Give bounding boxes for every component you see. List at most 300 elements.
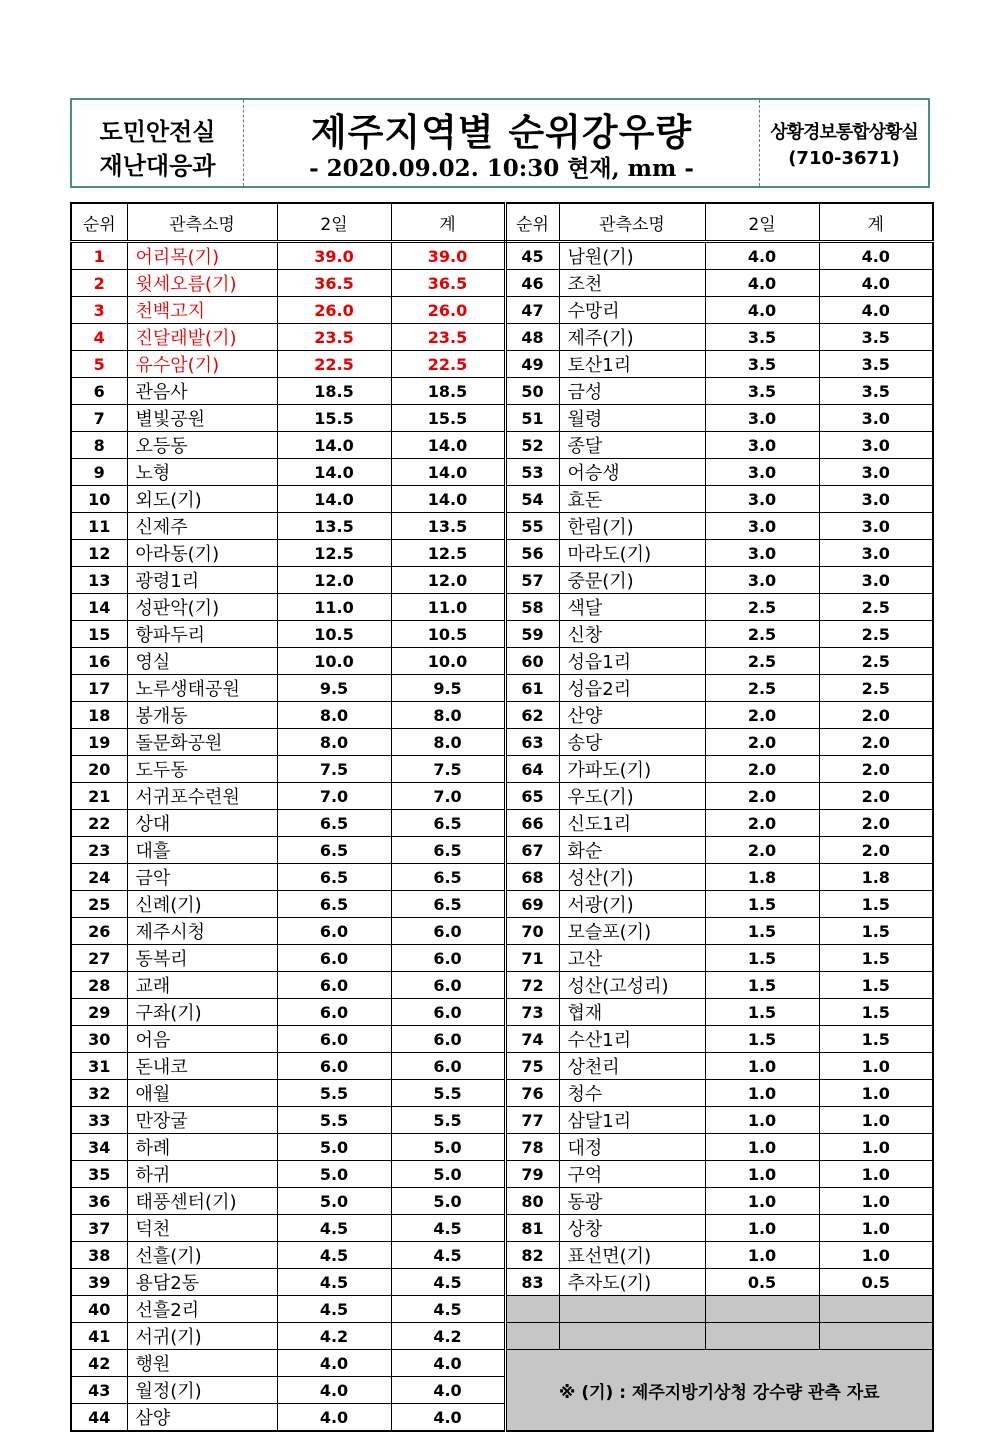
total-rainfall-cell: 2.5 xyxy=(819,594,933,621)
station-name-cell: 성읍1리 xyxy=(559,648,705,675)
table-row xyxy=(71,729,933,756)
day-rainfall-cell: 1.0 xyxy=(705,1242,819,1269)
station-name-cell: 제주(기) xyxy=(559,324,705,351)
table-row xyxy=(71,648,933,675)
table-row xyxy=(71,1188,933,1215)
station-name-cell: 어음 xyxy=(127,1026,277,1053)
total-rainfall-cell: 1.5 xyxy=(819,891,933,918)
day-rainfall-cell: 3.5 xyxy=(705,324,819,351)
station-name-cell: 신제주 xyxy=(127,513,277,540)
day-rainfall-cell: 5.0 xyxy=(277,1134,391,1161)
station-name-cell: 남원(기) xyxy=(559,242,705,270)
day-rainfall-cell: 4.5 xyxy=(277,1215,391,1242)
total-rainfall-cell: 1.0 xyxy=(819,1107,933,1134)
station-name-cell: 외도(기) xyxy=(127,486,277,513)
day-rainfall-cell: 4.0 xyxy=(705,297,819,324)
total-rainfall-cell: 6.5 xyxy=(391,891,505,918)
day-rainfall-cell: 7.0 xyxy=(277,783,391,810)
total-rainfall-cell: 22.5 xyxy=(391,351,505,378)
rank-cell: 1 xyxy=(71,242,127,270)
rank-cell: 9 xyxy=(71,459,127,486)
total-rainfall-cell: 4.5 xyxy=(391,1242,505,1269)
station-name-cell: 동복리 xyxy=(127,945,277,972)
table-row xyxy=(71,972,933,999)
station-name-cell: 가파도(기) xyxy=(559,756,705,783)
total-rainfall-cell: 6.0 xyxy=(391,1026,505,1053)
total-rainfall-cell: 1.0 xyxy=(819,1161,933,1188)
total-rainfall-cell: 4.5 xyxy=(391,1296,505,1323)
total-rainfall-cell: 4.5 xyxy=(391,1215,505,1242)
table-row xyxy=(71,242,933,270)
total-rainfall-cell: 12.0 xyxy=(391,567,505,594)
rank-cell: 10 xyxy=(71,486,127,513)
day-rainfall-cell: 1.0 xyxy=(705,1053,819,1080)
table-row xyxy=(71,351,933,378)
station-name-cell: 삼양 xyxy=(127,1404,277,1432)
day-rainfall-cell: 1.0 xyxy=(705,1080,819,1107)
station-name-cell: 신창 xyxy=(559,621,705,648)
station-name-cell: 유수암(기) xyxy=(127,351,277,378)
total-rainfall-cell: 8.0 xyxy=(391,729,505,756)
day-rainfall-cell: 4.2 xyxy=(277,1323,391,1350)
day-rainfall-cell: 7.5 xyxy=(277,756,391,783)
empty-cell xyxy=(505,1296,559,1323)
table-row xyxy=(71,675,933,702)
total-rainfall-cell: 23.5 xyxy=(391,324,505,351)
total-rainfall-cell: 11.0 xyxy=(391,594,505,621)
rank-cell: 13 xyxy=(71,567,127,594)
rank-cell: 66 xyxy=(505,810,559,837)
station-name-cell: 청수 xyxy=(559,1080,705,1107)
day-rainfall-cell: 3.0 xyxy=(705,486,819,513)
table-row xyxy=(71,837,933,864)
day-rainfall-cell: 5.0 xyxy=(277,1161,391,1188)
rank-cell: 45 xyxy=(505,242,559,270)
rank-cell: 78 xyxy=(505,1134,559,1161)
rank-cell: 72 xyxy=(505,972,559,999)
station-name-cell: 상천리 xyxy=(559,1053,705,1080)
title-box xyxy=(244,100,760,186)
station-name-cell: 돌문화공원 xyxy=(127,729,277,756)
total-rainfall-cell: 4.0 xyxy=(391,1350,505,1377)
station-name-cell: 서귀포수련원 xyxy=(127,783,277,810)
table-row xyxy=(71,270,933,297)
rank-cell: 41 xyxy=(71,1323,127,1350)
day-rainfall-cell: 10.0 xyxy=(277,648,391,675)
station-name-cell: 오등동 xyxy=(127,432,277,459)
total-rainfall-cell: 1.0 xyxy=(819,1053,933,1080)
day-rainfall-cell: 6.0 xyxy=(277,945,391,972)
rank-cell: 79 xyxy=(505,1161,559,1188)
station-name-cell: 수산1리 xyxy=(559,1026,705,1053)
station-name-cell: 고산 xyxy=(559,945,705,972)
rank-cell: 28 xyxy=(71,972,127,999)
table-row xyxy=(71,1215,933,1242)
table-row xyxy=(71,1242,933,1269)
station-name-cell: 용담2동 xyxy=(127,1269,277,1296)
department-box xyxy=(72,100,244,186)
rank-cell: 12 xyxy=(71,540,127,567)
total-rainfall-cell: 1.0 xyxy=(819,1215,933,1242)
total-rainfall-cell: 3.0 xyxy=(819,405,933,432)
rank-cell: 52 xyxy=(505,432,559,459)
station-name-cell: 마라도(기) xyxy=(559,540,705,567)
day-rainfall-cell: 1.0 xyxy=(705,1188,819,1215)
station-name-cell: 추자도(기) xyxy=(559,1269,705,1296)
total-rainfall-cell: 12.5 xyxy=(391,540,505,567)
table-row xyxy=(71,540,933,567)
station-name-cell: 태풍센터(기) xyxy=(127,1188,277,1215)
total-rainfall-cell: 10.5 xyxy=(391,621,505,648)
total-rainfall-cell: 1.5 xyxy=(819,918,933,945)
table-row xyxy=(71,1134,933,1161)
station-name-cell: 월정(기) xyxy=(127,1377,277,1404)
day-rainfall-cell: 12.0 xyxy=(277,567,391,594)
rank-cell: 50 xyxy=(505,378,559,405)
day-rainfall-cell: 3.0 xyxy=(705,540,819,567)
table-row xyxy=(71,405,933,432)
day-rainfall-cell: 2.5 xyxy=(705,621,819,648)
total-rainfall-cell: 1.0 xyxy=(819,1188,933,1215)
day-rainfall-cell: 6.0 xyxy=(277,999,391,1026)
total-rainfall-cell: 6.5 xyxy=(391,864,505,891)
day-rainfall-cell: 0.5 xyxy=(705,1269,819,1296)
total-rainfall-cell: 2.5 xyxy=(819,621,933,648)
day-rainfall-cell: 3.0 xyxy=(705,567,819,594)
rank-cell: 68 xyxy=(505,864,559,891)
day-rainfall-cell: 3.5 xyxy=(705,378,819,405)
station-name-cell: 제주시청 xyxy=(127,918,277,945)
col-station-header: 관측소명 xyxy=(559,203,705,242)
day-rainfall-cell: 14.0 xyxy=(277,432,391,459)
table-row xyxy=(71,567,933,594)
col-total-header: 계 xyxy=(819,203,933,242)
rank-cell: 46 xyxy=(505,270,559,297)
day-rainfall-cell: 1.0 xyxy=(705,1215,819,1242)
total-rainfall-cell: 2.0 xyxy=(819,756,933,783)
day-rainfall-cell: 8.0 xyxy=(277,729,391,756)
rank-cell: 63 xyxy=(505,729,559,756)
total-rainfall-cell: 2.0 xyxy=(819,810,933,837)
day-rainfall-cell: 36.5 xyxy=(277,270,391,297)
station-name-cell: 구좌(기) xyxy=(127,999,277,1026)
table-row xyxy=(71,864,933,891)
rank-cell: 67 xyxy=(505,837,559,864)
total-rainfall-cell: 1.0 xyxy=(819,1080,933,1107)
station-name-cell: 신례(기) xyxy=(127,891,277,918)
rank-cell: 62 xyxy=(505,702,559,729)
day-rainfall-cell: 11.0 xyxy=(277,594,391,621)
total-rainfall-cell: 14.0 xyxy=(391,459,505,486)
rank-cell: 77 xyxy=(505,1107,559,1134)
table-row xyxy=(71,783,933,810)
total-rainfall-cell: 36.5 xyxy=(391,270,505,297)
total-rainfall-cell: 14.0 xyxy=(391,432,505,459)
day-rainfall-cell: 6.5 xyxy=(277,810,391,837)
station-name-cell: 조천 xyxy=(559,270,705,297)
office-box xyxy=(760,100,928,186)
total-rainfall-cell: 4.5 xyxy=(391,1269,505,1296)
table-row xyxy=(71,297,933,324)
rank-cell: 59 xyxy=(505,621,559,648)
rank-cell: 60 xyxy=(505,648,559,675)
table-row xyxy=(71,1350,933,1377)
day-rainfall-cell: 4.0 xyxy=(277,1377,391,1404)
table-row xyxy=(71,891,933,918)
table-row xyxy=(71,1026,933,1053)
station-name-cell: 금성 xyxy=(559,378,705,405)
rank-cell: 74 xyxy=(505,1026,559,1053)
rank-cell: 57 xyxy=(505,567,559,594)
station-name-cell: 어리목(기) xyxy=(127,242,277,270)
day-rainfall-cell: 6.5 xyxy=(277,837,391,864)
day-rainfall-cell: 9.5 xyxy=(277,675,391,702)
col-station-header: 관측소명 xyxy=(127,203,277,242)
total-rainfall-cell: 0.5 xyxy=(819,1269,933,1296)
total-rainfall-cell: 4.2 xyxy=(391,1323,505,1350)
day-rainfall-cell: 4.5 xyxy=(277,1242,391,1269)
table-row xyxy=(71,486,933,513)
rank-cell: 16 xyxy=(71,648,127,675)
empty-cell xyxy=(705,1296,819,1323)
table-row xyxy=(71,1053,933,1080)
rank-cell: 14 xyxy=(71,594,127,621)
rank-cell: 76 xyxy=(505,1080,559,1107)
station-name-cell: 봉개동 xyxy=(127,702,277,729)
table-row xyxy=(71,621,933,648)
day-rainfall-cell: 4.5 xyxy=(277,1296,391,1323)
total-rainfall-cell: 3.0 xyxy=(819,486,933,513)
station-name-cell: 금악 xyxy=(127,864,277,891)
table-row xyxy=(71,810,933,837)
day-rainfall-cell: 6.0 xyxy=(277,1026,391,1053)
rank-cell: 22 xyxy=(71,810,127,837)
station-name-cell: 구억 xyxy=(559,1161,705,1188)
rank-cell: 2 xyxy=(71,270,127,297)
day-rainfall-cell: 4.0 xyxy=(277,1404,391,1432)
day-rainfall-cell: 1.5 xyxy=(705,891,819,918)
table-row xyxy=(71,1107,933,1134)
station-name-cell: 월령 xyxy=(559,405,705,432)
total-rainfall-cell: 1.5 xyxy=(819,1026,933,1053)
day-rainfall-cell: 2.0 xyxy=(705,837,819,864)
day-rainfall-cell: 1.5 xyxy=(705,972,819,999)
table-row xyxy=(71,1296,933,1323)
rank-cell: 53 xyxy=(505,459,559,486)
day-rainfall-cell: 23.5 xyxy=(277,324,391,351)
total-rainfall-cell: 13.5 xyxy=(391,513,505,540)
total-rainfall-cell: 6.0 xyxy=(391,1053,505,1080)
total-rainfall-cell: 5.5 xyxy=(391,1080,505,1107)
division-name: 재난대응과 xyxy=(99,152,216,180)
rank-cell: 47 xyxy=(505,297,559,324)
day-rainfall-cell: 2.0 xyxy=(705,702,819,729)
total-rainfall-cell: 3.5 xyxy=(819,351,933,378)
rank-cell: 7 xyxy=(71,405,127,432)
empty-cell xyxy=(505,1323,559,1350)
station-name-cell: 별빛공원 xyxy=(127,405,277,432)
station-name-cell: 윗세오름(기) xyxy=(127,270,277,297)
day-rainfall-cell: 15.5 xyxy=(277,405,391,432)
day-rainfall-cell: 1.0 xyxy=(705,1161,819,1188)
rank-cell: 35 xyxy=(71,1161,127,1188)
table-row xyxy=(71,756,933,783)
day-rainfall-cell: 2.0 xyxy=(705,810,819,837)
rank-cell: 69 xyxy=(505,891,559,918)
rank-cell: 27 xyxy=(71,945,127,972)
day-rainfall-cell: 26.0 xyxy=(277,297,391,324)
rank-cell: 30 xyxy=(71,1026,127,1053)
rank-cell: 25 xyxy=(71,891,127,918)
day-rainfall-cell: 6.5 xyxy=(277,891,391,918)
office-name: 상황경보통합상황실 xyxy=(770,122,918,143)
day-rainfall-cell: 3.0 xyxy=(705,513,819,540)
rank-cell: 55 xyxy=(505,513,559,540)
station-name-cell: 만장굴 xyxy=(127,1107,277,1134)
rank-cell: 83 xyxy=(505,1269,559,1296)
day-rainfall-cell: 2.5 xyxy=(705,675,819,702)
day-rainfall-cell: 22.5 xyxy=(277,351,391,378)
day-rainfall-cell: 18.5 xyxy=(277,378,391,405)
total-rainfall-cell: 5.0 xyxy=(391,1134,505,1161)
total-rainfall-cell: 10.0 xyxy=(391,648,505,675)
rank-cell: 17 xyxy=(71,675,127,702)
rank-cell: 23 xyxy=(71,837,127,864)
day-rainfall-cell: 12.5 xyxy=(277,540,391,567)
total-rainfall-cell: 4.0 xyxy=(391,1377,505,1404)
station-name-cell: 선흘(기) xyxy=(127,1242,277,1269)
rank-cell: 3 xyxy=(71,297,127,324)
station-name-cell: 아라동(기) xyxy=(127,540,277,567)
station-name-cell: 신도1리 xyxy=(559,810,705,837)
station-name-cell: 애월 xyxy=(127,1080,277,1107)
office-phone: (710-3671) xyxy=(788,148,900,169)
station-name-cell: 천백고지 xyxy=(127,297,277,324)
station-name-cell: 서귀(기) xyxy=(127,1323,277,1350)
page-title: 제주지역별 순위강우량 xyxy=(310,111,693,154)
empty-cell xyxy=(819,1296,933,1323)
day-rainfall-cell: 3.0 xyxy=(705,459,819,486)
table-row xyxy=(71,378,933,405)
station-name-cell: 영실 xyxy=(127,648,277,675)
total-rainfall-cell: 3.0 xyxy=(819,567,933,594)
table-row xyxy=(71,1161,933,1188)
day-rainfall-cell: 6.5 xyxy=(277,864,391,891)
page-subtitle: - 2020.09.02. 10:30 현재, mm - xyxy=(309,155,694,182)
day-rainfall-cell: 2.0 xyxy=(705,729,819,756)
total-rainfall-cell: 5.0 xyxy=(391,1161,505,1188)
station-name-cell: 대흘 xyxy=(127,837,277,864)
total-rainfall-cell: 1.5 xyxy=(819,945,933,972)
rank-cell: 18 xyxy=(71,702,127,729)
day-rainfall-cell: 14.0 xyxy=(277,486,391,513)
col-total-header: 계 xyxy=(391,203,505,242)
day-rainfall-cell: 6.0 xyxy=(277,1053,391,1080)
day-rainfall-cell: 1.5 xyxy=(705,999,819,1026)
day-rainfall-cell: 4.5 xyxy=(277,1269,391,1296)
total-rainfall-cell: 4.0 xyxy=(391,1404,505,1432)
col-rank-header: 순위 xyxy=(71,203,127,242)
rank-cell: 58 xyxy=(505,594,559,621)
total-rainfall-cell: 6.5 xyxy=(391,810,505,837)
rank-cell: 65 xyxy=(505,783,559,810)
total-rainfall-cell: 2.0 xyxy=(819,729,933,756)
rank-cell: 40 xyxy=(71,1296,127,1323)
total-rainfall-cell: 6.0 xyxy=(391,918,505,945)
total-rainfall-cell: 1.5 xyxy=(819,999,933,1026)
day-rainfall-cell: 1.8 xyxy=(705,864,819,891)
empty-cell xyxy=(819,1323,933,1350)
station-name-cell: 화순 xyxy=(559,837,705,864)
total-rainfall-cell: 26.0 xyxy=(391,297,505,324)
total-rainfall-cell: 5.0 xyxy=(391,1188,505,1215)
total-rainfall-cell: 6.5 xyxy=(391,837,505,864)
station-name-cell: 선흘2리 xyxy=(127,1296,277,1323)
rank-cell: 80 xyxy=(505,1188,559,1215)
station-name-cell: 하례 xyxy=(127,1134,277,1161)
station-name-cell: 도두동 xyxy=(127,756,277,783)
total-rainfall-cell: 5.5 xyxy=(391,1107,505,1134)
col-day-header: 2일 xyxy=(277,203,391,242)
rank-cell: 51 xyxy=(505,405,559,432)
total-rainfall-cell: 15.5 xyxy=(391,405,505,432)
day-rainfall-cell: 5.5 xyxy=(277,1080,391,1107)
rank-cell: 26 xyxy=(71,918,127,945)
empty-cell xyxy=(559,1296,705,1323)
rank-cell: 34 xyxy=(71,1134,127,1161)
station-name-cell: 행원 xyxy=(127,1350,277,1377)
station-name-cell: 수망리 xyxy=(559,297,705,324)
total-rainfall-cell: 1.8 xyxy=(819,864,933,891)
station-name-cell: 노형 xyxy=(127,459,277,486)
rank-cell: 15 xyxy=(71,621,127,648)
total-rainfall-cell: 39.0 xyxy=(391,242,505,270)
total-rainfall-cell: 4.0 xyxy=(819,297,933,324)
total-rainfall-cell: 1.0 xyxy=(819,1134,933,1161)
rank-cell: 75 xyxy=(505,1053,559,1080)
rank-cell: 61 xyxy=(505,675,559,702)
table-row xyxy=(71,702,933,729)
empty-cell xyxy=(705,1323,819,1350)
rank-cell: 5 xyxy=(71,351,127,378)
footnote: ※ (기) : 제주지방기상청 강수량 관측 자료 xyxy=(505,1350,933,1432)
day-rainfall-cell: 2.0 xyxy=(705,783,819,810)
table-row xyxy=(71,432,933,459)
day-rainfall-cell: 5.0 xyxy=(277,1188,391,1215)
rank-cell: 4 xyxy=(71,324,127,351)
station-name-cell: 효돈 xyxy=(559,486,705,513)
rank-cell: 73 xyxy=(505,999,559,1026)
rank-cell: 24 xyxy=(71,864,127,891)
day-rainfall-cell: 39.0 xyxy=(277,242,391,270)
col-rank-header: 순위 xyxy=(505,203,559,242)
day-rainfall-cell: 3.5 xyxy=(705,351,819,378)
station-name-cell: 성판악(기) xyxy=(127,594,277,621)
rank-cell: 38 xyxy=(71,1242,127,1269)
station-name-cell: 삼달1리 xyxy=(559,1107,705,1134)
station-name-cell: 관음사 xyxy=(127,378,277,405)
rank-cell: 71 xyxy=(505,945,559,972)
day-rainfall-cell: 6.0 xyxy=(277,972,391,999)
day-rainfall-cell: 8.0 xyxy=(277,702,391,729)
day-rainfall-cell: 1.0 xyxy=(705,1107,819,1134)
station-name-cell: 중문(기) xyxy=(559,567,705,594)
station-name-cell: 하귀 xyxy=(127,1161,277,1188)
rank-cell: 82 xyxy=(505,1242,559,1269)
total-rainfall-cell: 4.0 xyxy=(819,242,933,270)
table-row xyxy=(71,594,933,621)
total-rainfall-cell: 6.0 xyxy=(391,999,505,1026)
